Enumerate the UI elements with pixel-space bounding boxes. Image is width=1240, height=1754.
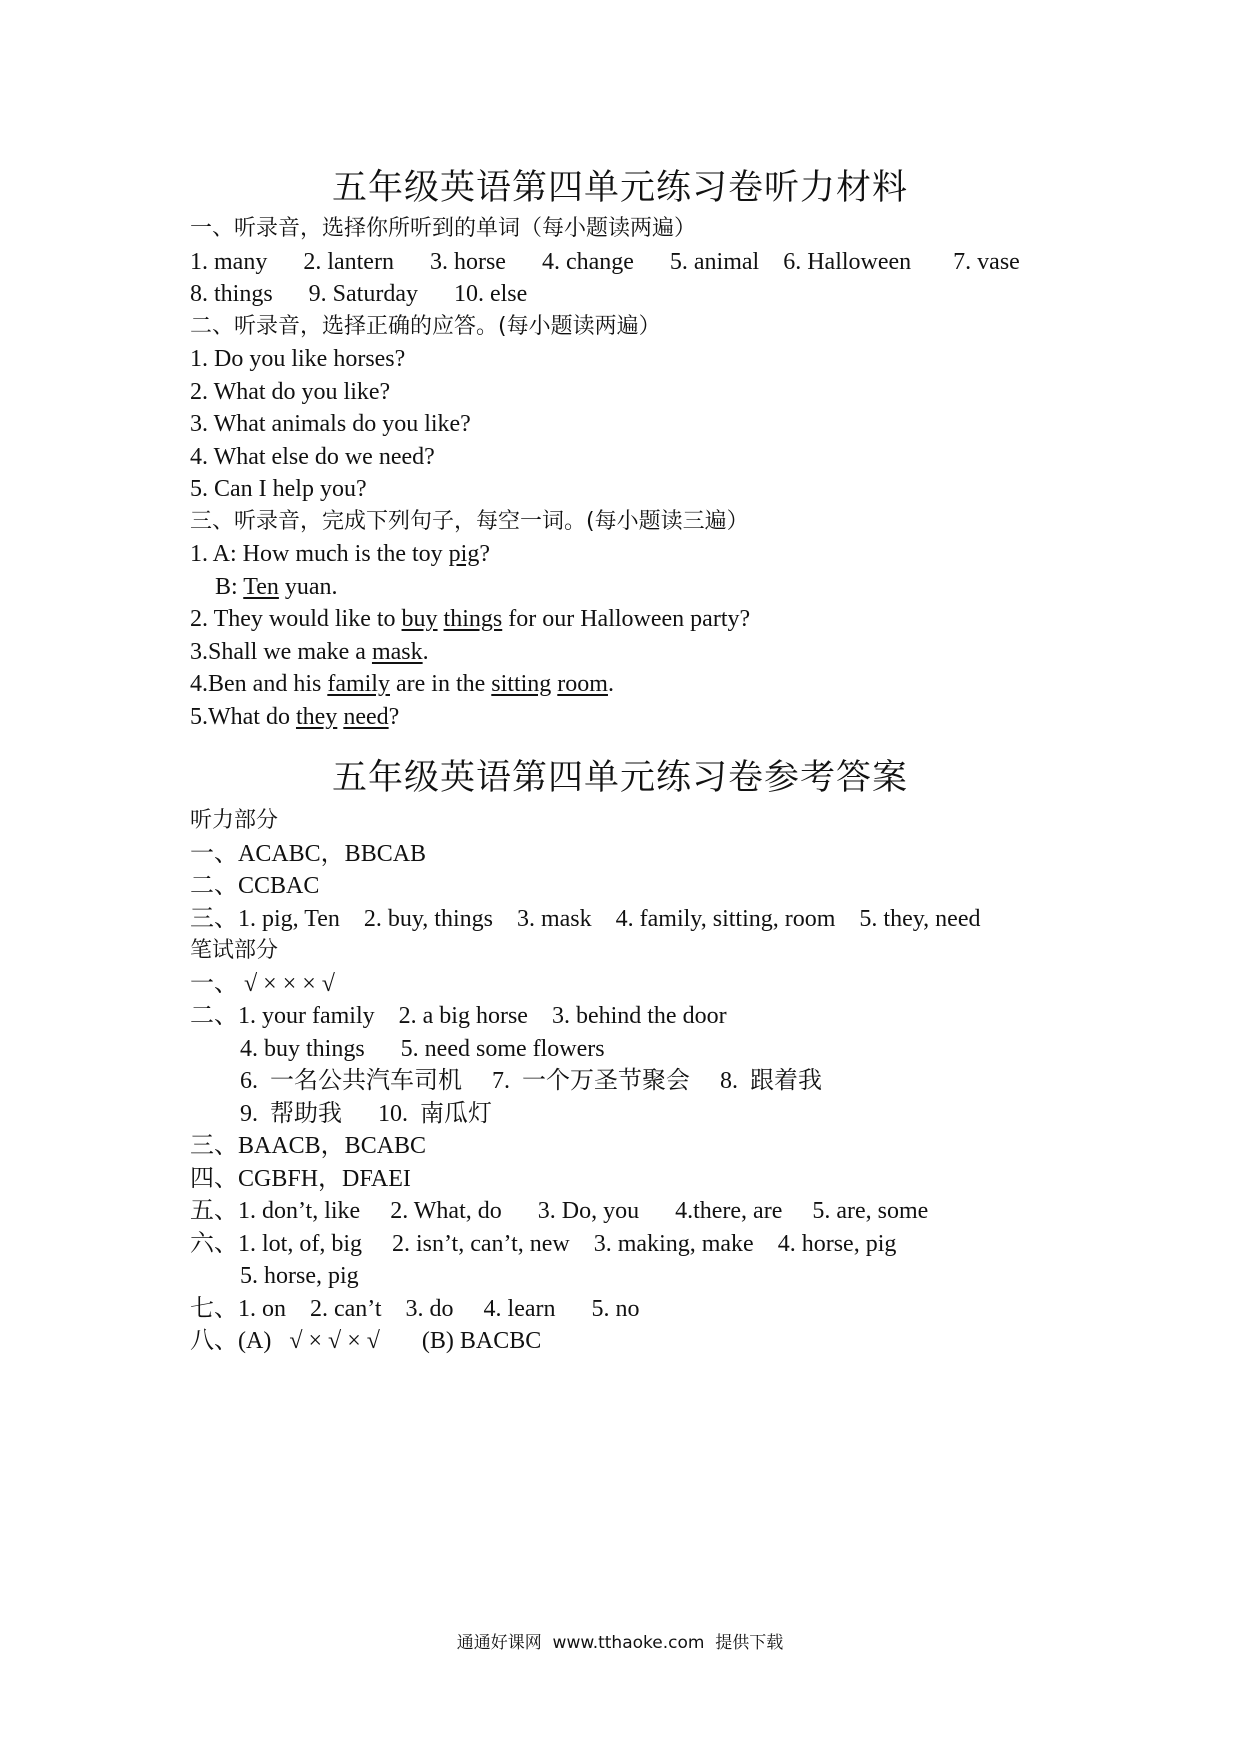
writing-part-heading: 笔试部分 [190, 938, 279, 963]
blank-answer: family [327, 671, 390, 697]
answer-line: 一、ACABC，BBCAB [190, 840, 427, 867]
section2-item: 3. What animals do you like? [190, 411, 471, 437]
blank-answer: buy [401, 606, 438, 632]
answer-line: 三、BAACB，BCABC [190, 1133, 427, 1159]
blank-answer: sitting [491, 671, 552, 697]
answers-title: 五年级英语第四单元练习卷参考答案 [331, 758, 908, 798]
text: . [422, 638, 429, 665]
section3-q4 [190, 668, 1200, 701]
blank-answer: need [343, 703, 389, 730]
blank-answer: room [557, 671, 608, 697]
answer-line: 二、1. your family 2. a big horse 3. behind the door [190, 1003, 727, 1029]
section3-q1a [190, 538, 1200, 571]
section3-q5 [190, 701, 1200, 734]
answer-line: 三、1. pig, Ten 2. buy, things 3. mask 4. family, sitting, room 5. they, need [190, 905, 981, 932]
blank-answer: Ten [243, 573, 279, 600]
answer-line: 八、(A) √ × √ × √ (B) BACBC [190, 1328, 542, 1354]
section2-heading: 二、听录音，选择正确的应答。(每小题读两遍） [190, 313, 661, 339]
section3-heading: 三、听录音，完成下列句子，每空一词。(每小题读三遍） [190, 508, 749, 534]
text: yuan. [278, 573, 338, 600]
section2-item: 4. What else do we need? [190, 443, 435, 470]
answer-line: 四、CGBFH，DFAEI [190, 1165, 411, 1192]
answer-line: 4. buy things 5. need some flowers [240, 1035, 605, 1062]
text: are in the [389, 671, 492, 697]
blank-answer: things [443, 606, 503, 632]
text: 1. A: How much is the toy [190, 541, 449, 567]
text: . [607, 671, 614, 697]
section1-words-line1: 1. many 2. lantern 3. horse 4. change 5. animal 6. Halloween 7. vase [190, 248, 1020, 275]
text: 4.Ben and his [190, 671, 328, 697]
section2-item: 2. What do you like? [190, 378, 391, 405]
answer-line: 七、1. on 2. can’t 3. do 4. learn 5. no [190, 1295, 640, 1322]
blank-answer: they [295, 703, 338, 730]
listening-part-heading: 听力部分 [190, 808, 279, 833]
answer-line: 6. 一名公共汽车司机 7. 一个万圣节聚会 8. 跟着我 [240, 1068, 822, 1094]
answer-line: 9. 帮助我 10. 南瓜灯 [240, 1100, 492, 1127]
listening-title: 五年级英语第四单元练习卷听力材料 [331, 168, 908, 208]
answer-line: 二、CCBAC [190, 873, 320, 899]
section1-heading: 一、听录音，选择你所听到的单词（每小题读两遍） [190, 216, 697, 241]
answer-line: 五、1. don’t, like 2. What, do 3. Do, you 4.there, are 5. are, some [190, 1198, 929, 1224]
text: for our Halloween party? [502, 606, 751, 632]
text: ? [388, 703, 400, 730]
section3-q1b [190, 571, 1200, 604]
section1-words-line2: 8. things 9. Saturday 10. else [190, 281, 528, 307]
section2-item: 1. Do you like horses? [190, 346, 406, 372]
text: ? [479, 541, 490, 567]
listening-section [190, 213, 1200, 733]
blank-answer: pig [448, 541, 480, 567]
answers-section [190, 805, 1200, 1358]
section3-q2 [190, 603, 1200, 636]
section2-item: 5. Can I help you? [190, 476, 367, 502]
answer-line: 六、1. lot, of, big 2. isn’t, can’t, new 3. making, make 4. horse, pig [190, 1230, 897, 1257]
text: 5.What do [190, 703, 296, 730]
section3-q3 [190, 636, 1200, 669]
footer-credit: 通通好课网 www.tthaoke.com 提供下载 [456, 1633, 784, 1653]
blank-answer: mask [371, 638, 423, 665]
answer-line: 一、 √ × × × √ [190, 970, 335, 997]
text: B: [215, 573, 244, 600]
text: 3.Shall we make a [190, 638, 372, 665]
text: 2. They would like to [190, 606, 402, 632]
answer-line: 5. horse, pig [240, 1263, 359, 1289]
